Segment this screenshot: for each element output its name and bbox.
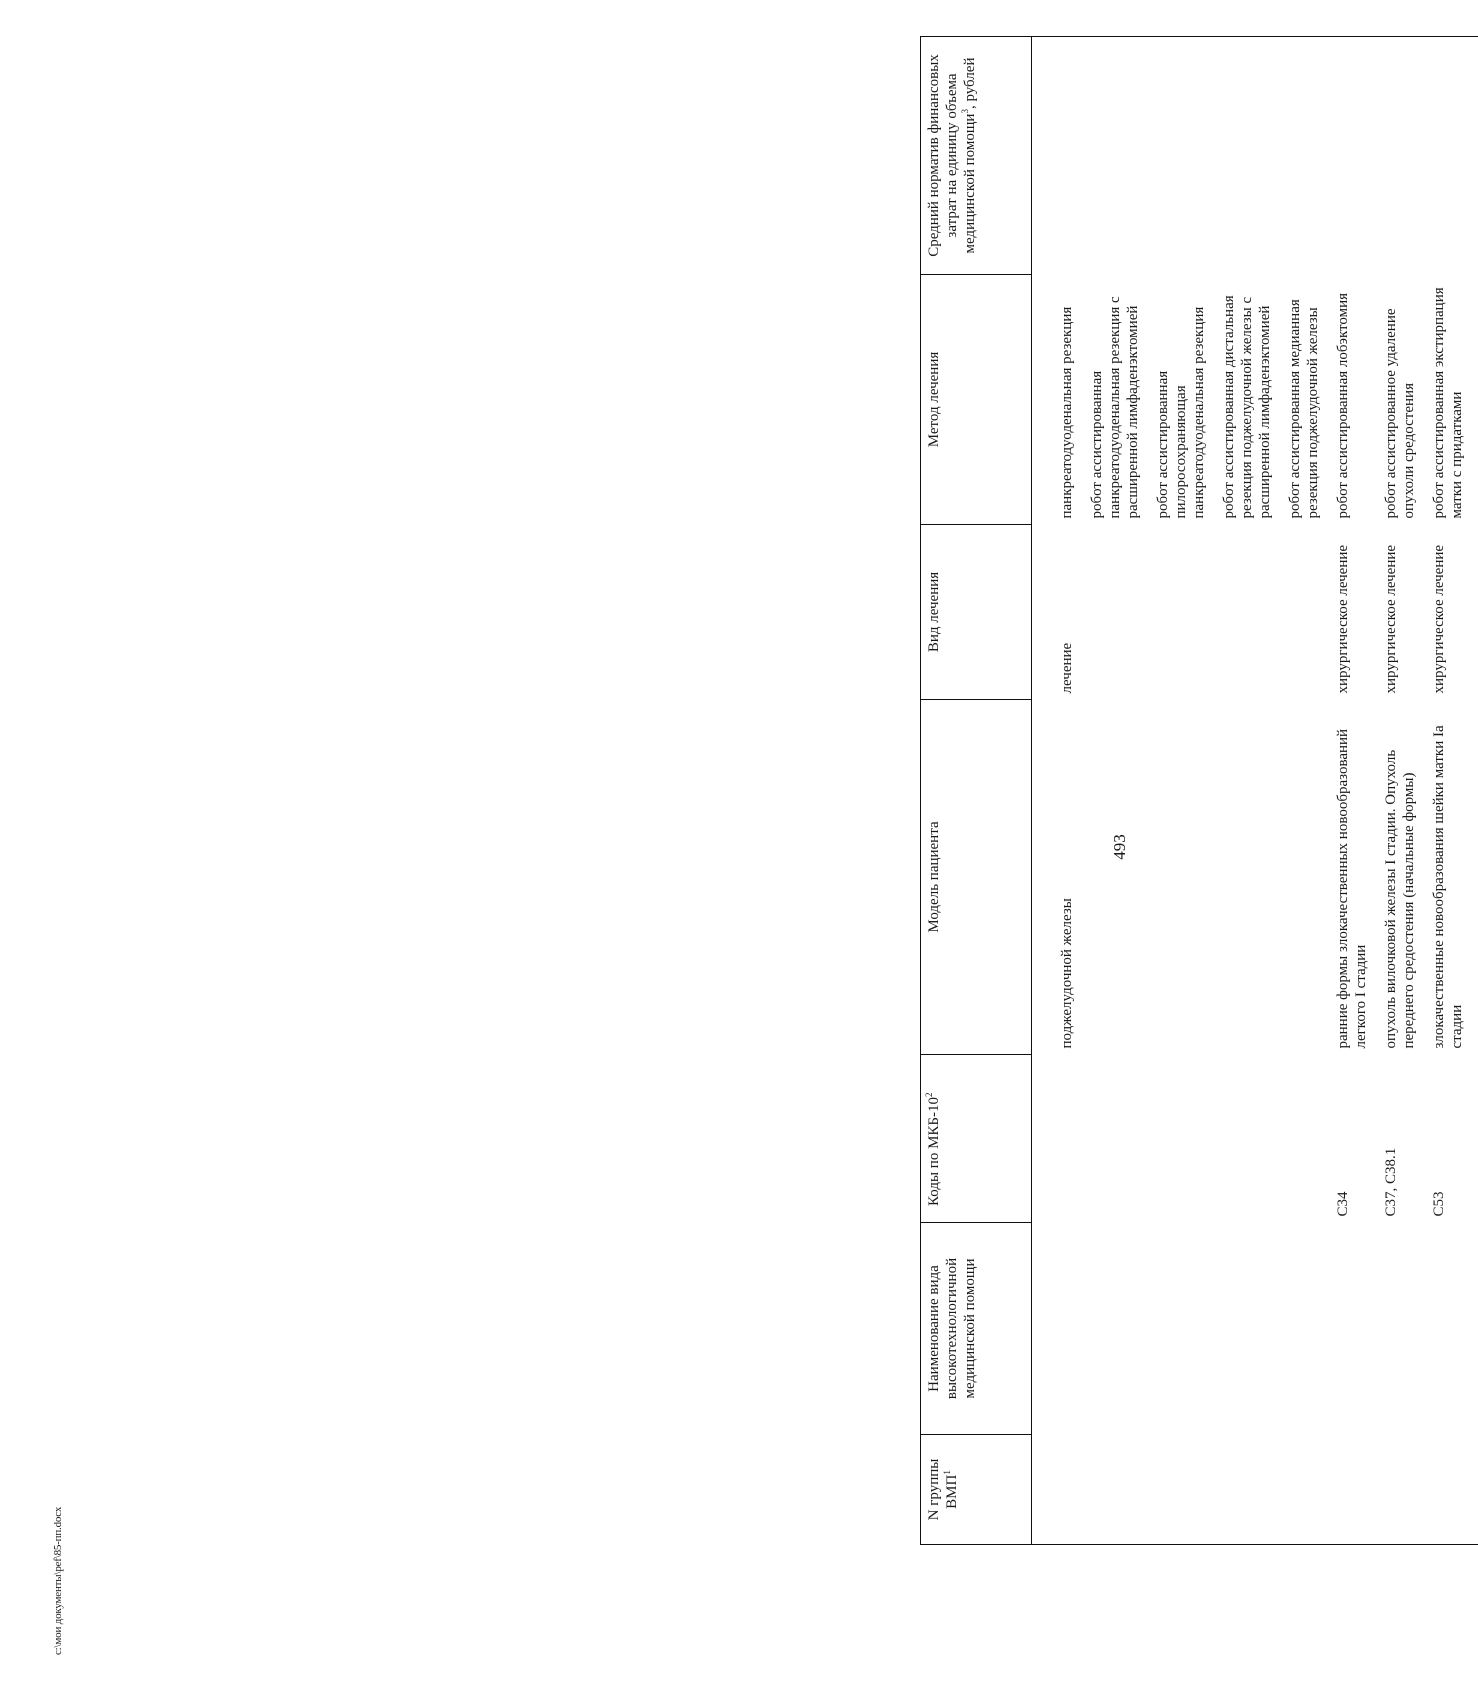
header-method: Метод лечения (921, 275, 1032, 525)
header-group-n: N группы ВМП$^1$ (921, 1435, 1032, 1545)
cell-name (1418, 1223, 1478, 1435)
cell-method (1032, 275, 1323, 525)
cell-method (1322, 275, 1370, 525)
header-kind: Вид лечения (921, 525, 1032, 700)
cell-code: C34 (1335, 1191, 1351, 1217)
cell-kind: хирургическое лечение (1431, 544, 1447, 694)
cell-cost (1322, 37, 1370, 275)
cell-code: C37, C38.1 (1383, 1147, 1399, 1217)
header-cost: Средний норматив финансовых затрат на единицу объема медицинской помощи$^3$, рублей (921, 37, 1032, 275)
method-item: робот ассистированная экстирпация матки с придатками (1431, 287, 1465, 519)
vmp-table (920, 36, 1478, 1545)
cell-group-n (1032, 1435, 1323, 1545)
footer-file-path: c:\мои документы\pef\85-пп.docx (52, 1506, 64, 1655)
cell-model: опухоль вилочковой железы I стадии. Опухоль переднего средостения (начальные формы) (1383, 749, 1417, 1049)
cell-group-n (1322, 1435, 1370, 1545)
method-item: робот ассистированная медианная резекция поджелудочной железы (1287, 299, 1321, 519)
cell-code (1032, 1055, 1323, 1223)
page-number: 493 (1110, 834, 1129, 860)
cell-method (1418, 275, 1478, 525)
cell-group-n (1370, 1435, 1418, 1545)
header-name: Наименование вида высокотехнологичной медицинской помощи (921, 1223, 1032, 1435)
cell-cost (1032, 37, 1323, 275)
cell-name (1322, 1223, 1370, 1435)
cell-model: злокачественные новообразования шейки матки Ia стадии (1431, 725, 1465, 1049)
table-row (1032, 37, 1323, 1545)
cell-name (1032, 1223, 1323, 1435)
method-item: робот ассистированное удаление опухоли средостения (1383, 308, 1417, 519)
method-item: робот ассистированная дистальная резекция поджелудочной железы с расширенной лимфаденэктомией (1221, 295, 1273, 519)
table-row (1322, 37, 1370, 1545)
method-item: панкреатодуоденальная резекция (1059, 306, 1075, 519)
table-row (1370, 37, 1418, 1545)
header-model: Модель пациента (921, 700, 1032, 1055)
method-item: робот ассистированная пилоросохраняющая панкреатодуоденальная резекция (1155, 306, 1207, 519)
cell-method (1370, 275, 1418, 525)
cell-code: C53 (1431, 1191, 1447, 1217)
cell-group-n (1418, 1435, 1478, 1545)
method-item: робот ассистированная панкреатодуоденальная резекция с расширенной лимфаденэктомией (1089, 296, 1141, 519)
table-header-row (921, 37, 1032, 1545)
table-body (1032, 37, 1478, 1545)
cell-kind: хирургическое лечение (1383, 544, 1399, 694)
cell-model: ранние формы злокачественных новообразований легкого I стадии (1335, 728, 1369, 1049)
cell-kind: хирургическое лечение (1335, 544, 1351, 694)
cell-cost (1418, 37, 1478, 275)
header-codes: Коды по МКБ-$10^2$ (921, 1055, 1032, 1223)
method-item: робот ассистированная лобэктомия (1335, 292, 1351, 519)
cell-kind: лечение (1059, 642, 1075, 694)
table-row (1418, 37, 1478, 1545)
cell-name (1370, 1223, 1418, 1435)
cell-cost (1370, 37, 1418, 275)
cell-model: поджелудочной железы (1059, 898, 1075, 1049)
